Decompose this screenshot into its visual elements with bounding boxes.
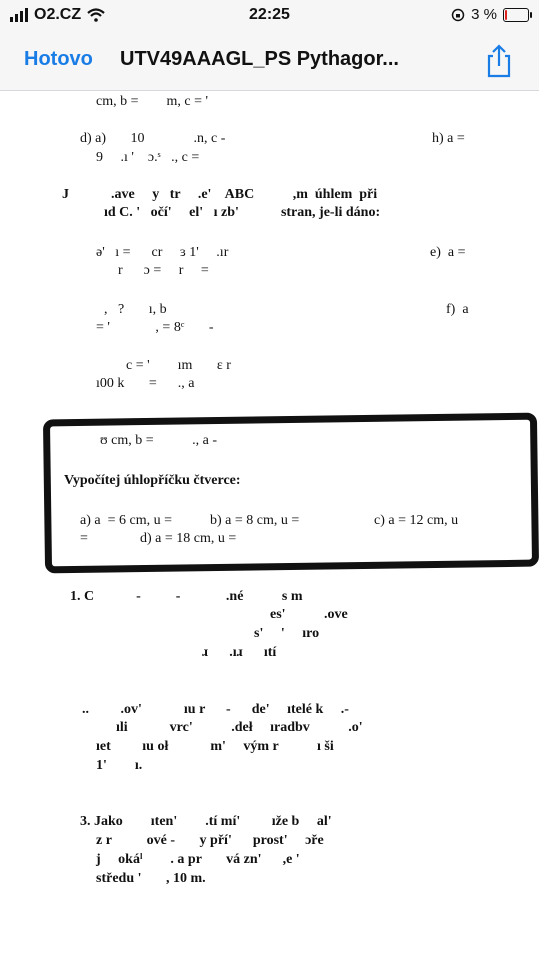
doc-line: ıet ıu oł m' vým r ı ši — [96, 739, 334, 754]
doc-line: středu ' , 10 m. — [96, 871, 206, 886]
doc-line: ıd C. ' očí' el' ı zb' stran, je-li dáno: — [104, 205, 381, 220]
doc-line: cm, b = m, c = ' — [96, 94, 209, 109]
doc-line: d) a) 10 .n, c - — [80, 131, 226, 146]
doc-line: r ɔ = r = — [118, 263, 209, 278]
doc-line: 1. C - - .né s m — [70, 589, 303, 604]
doc-line: s' ' ıro — [254, 626, 320, 641]
doc-line: c = ' ım ɛ r — [126, 358, 231, 373]
document-title: UTV49AAAGL_PS Pythagor... — [120, 48, 399, 70]
doc-line: ʊ cm, b = ., a - — [100, 433, 218, 448]
doc-line: 9 .ı ' ɔ.ˢ ., c = — [96, 150, 200, 165]
doc-line: ə' ı = cr ɜ 1' .ır — [96, 245, 229, 260]
carrier-label: O2.CZ — [34, 6, 82, 23]
task-d: d) a = 18 cm, u = — [140, 531, 237, 546]
doc-line: J .ave y tr .e' ABC ,m úhlem při — [62, 187, 378, 202]
document-page — [0, 91, 539, 960]
doc-line: ɹ .ıɹ ıtí — [202, 645, 277, 660]
task-b: b) a = 8 cm, u = — [210, 513, 300, 528]
doc-line: h) a = — [432, 131, 465, 146]
doc-line: = ' , = 8ᶜ - — [96, 320, 214, 335]
task-heading: Vypočítej úhlopříčku čtverce: — [64, 473, 241, 488]
doc-line: e) a = — [430, 245, 466, 260]
task-c-continued: = — [80, 531, 88, 546]
doc-line: ıli vrc' .deł ıradbv .o' — [116, 720, 363, 735]
doc-line: 1' ı. — [96, 758, 143, 773]
task-a: a) a = 6 cm, u = — [80, 513, 172, 528]
clock: 22:25 — [249, 6, 290, 23]
battery-icon — [503, 8, 529, 22]
doc-line: ı00 k = ., a — [96, 376, 195, 391]
status-bar — [0, 0, 539, 34]
status-right — [451, 6, 529, 23]
doc-line: f) a — [446, 302, 469, 317]
doc-line: j okáˡ . a pr vá zn' ,e ' — [96, 852, 300, 867]
doc-line: 3. Jako ıten' .tí mí' ıže b al' — [80, 814, 332, 829]
doc-line: z r ové - y pří' prost' ɔře — [96, 833, 324, 848]
battery-fill — [505, 10, 507, 20]
nav-bar — [0, 34, 539, 91]
battery-percent: 3 % — [471, 6, 497, 23]
doc-line: .. .ov' ıu r - de' ıtelé k .- — [82, 702, 349, 717]
doc-line: es' .ove — [270, 607, 348, 622]
doc-line: , ? ı, b — [104, 302, 167, 317]
share-icon[interactable] — [483, 44, 515, 78]
done-button[interactable]: Hotovo — [24, 48, 93, 70]
task-c: c) a = 12 cm, u — [374, 513, 459, 528]
orientation-lock-icon — [451, 8, 465, 22]
